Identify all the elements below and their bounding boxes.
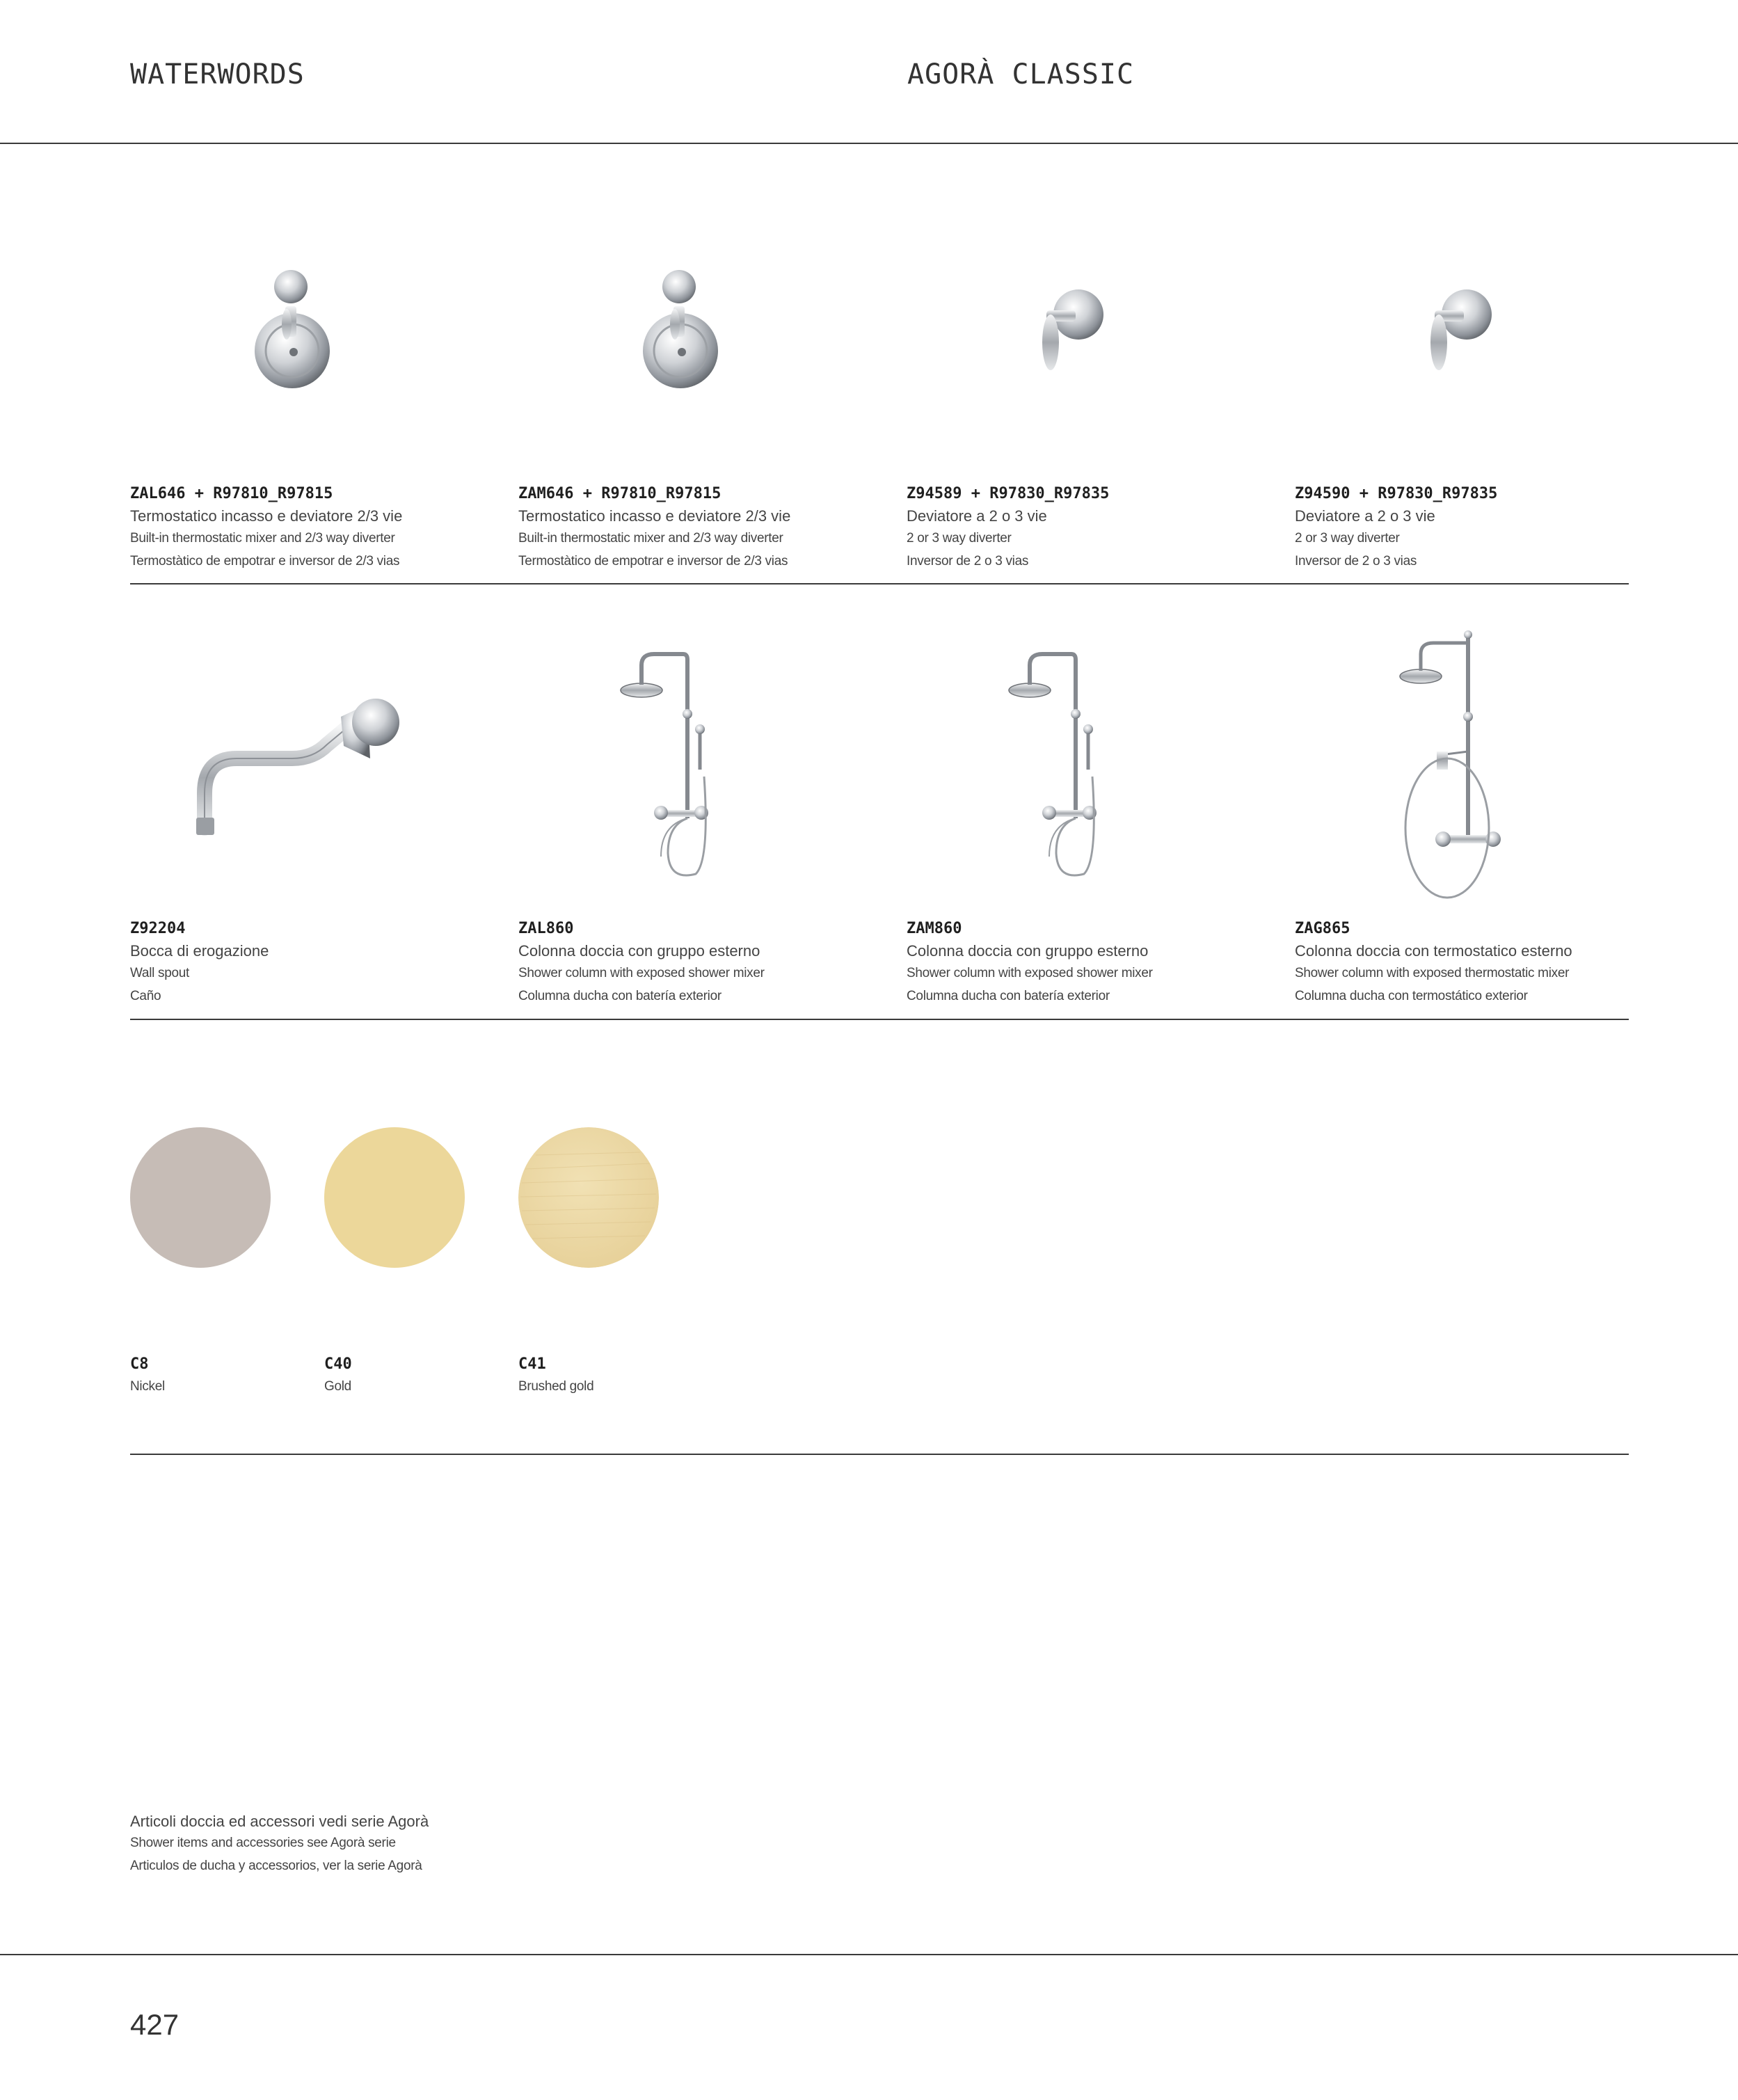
product-desc-en: Wall spout xyxy=(130,966,189,980)
product-desc-it: Bocca di erogazione xyxy=(130,942,269,960)
product-desc-es: Termostàtico de empotrar e inversor de 2/3 vias xyxy=(130,554,400,568)
footnote-it: Articoli doccia ed accessori vedi serie Agorà xyxy=(130,1813,429,1830)
product-desc-en: Shower column with exposed thermostatic mixer xyxy=(1295,966,1570,980)
product-desc-en: Shower column with exposed shower mixer xyxy=(907,966,1153,980)
diverter-icon xyxy=(1419,285,1496,383)
shower-column-icon xyxy=(1007,651,1119,881)
product-desc-es: Caño xyxy=(130,989,161,1003)
product-code: Z94589 + R97830_R97835 xyxy=(907,485,1110,502)
product-code: ZAM860 xyxy=(907,920,962,937)
product-desc-it: Deviatore a 2 o 3 vie xyxy=(907,507,1047,525)
product-code: ZAG865 xyxy=(1295,920,1350,937)
finish-code: C41 xyxy=(518,1355,546,1373)
finish-code: C8 xyxy=(130,1355,149,1373)
finish-swatch-nickel xyxy=(130,1127,271,1268)
product-desc-en: 2 or 3 way diverter xyxy=(1295,531,1400,546)
footer-divider xyxy=(0,1954,1738,1955)
diverter-icon xyxy=(1031,285,1108,383)
product-desc-es: Columna ducha con termostático exterior xyxy=(1295,989,1528,1003)
product-desc-en: Built-in thermostatic mixer and 2/3 way diverter xyxy=(518,531,783,546)
collection-name: AGORÀ CLASSIC xyxy=(907,58,1135,90)
product-desc-it: Termostatico incasso e deviatore 2/3 vie xyxy=(518,507,791,525)
product-desc-it: Colonna doccia con gruppo esterno xyxy=(907,942,1149,960)
wall-spout-icon xyxy=(188,689,404,842)
product-desc-it: Deviatore a 2 o 3 vie xyxy=(1295,507,1435,525)
product-desc-it: Colonna doccia con termostatico esterno xyxy=(1295,942,1572,960)
finish-name: Nickel xyxy=(130,1379,165,1394)
product-desc-en: 2 or 3 way diverter xyxy=(907,531,1012,546)
page-number: 427 xyxy=(130,2008,180,2041)
finish-swatch-gold xyxy=(324,1127,465,1268)
product-desc-es: Inversor de 2 o 3 vias xyxy=(1295,554,1417,568)
row-divider xyxy=(130,1019,1629,1020)
brand-name: WATERWORDS xyxy=(130,58,305,90)
finish-swatch-brushed-gold xyxy=(518,1127,659,1268)
thermostatic-shower-column-icon xyxy=(1398,626,1510,905)
product-code: ZAM646 + R97810_R97815 xyxy=(518,485,721,502)
thermostatic-mixer-diverter-icon xyxy=(639,263,722,402)
product-desc-it: Colonna doccia con gruppo esterno xyxy=(518,942,760,960)
finish-code: C40 xyxy=(324,1355,352,1373)
finish-name: Gold xyxy=(324,1379,351,1394)
product-code: ZAL860 xyxy=(518,920,574,937)
product-desc-it: Termostatico incasso e deviatore 2/3 vie xyxy=(130,507,403,525)
product-code: Z92204 xyxy=(130,920,186,937)
product-desc-es: Columna ducha con batería exterior xyxy=(907,989,1110,1003)
product-desc-es: Inversor de 2 o 3 vias xyxy=(907,554,1029,568)
product-code: ZAL646 + R97810_R97815 xyxy=(130,485,333,502)
header-divider xyxy=(0,143,1738,144)
footnote-en: Shower items and accessories see Agorà serie xyxy=(130,1836,396,1850)
product-desc-es: Columna ducha con batería exterior xyxy=(518,989,721,1003)
product-desc-es: Termostàtico de empotrar e inversor de 2/3 vias xyxy=(518,554,788,568)
product-desc-en: Built-in thermostatic mixer and 2/3 way diverter xyxy=(130,531,395,546)
shower-column-icon xyxy=(619,651,731,881)
thermostatic-mixer-diverter-icon xyxy=(250,263,334,402)
row-divider xyxy=(130,583,1629,584)
finish-name: Brushed gold xyxy=(518,1379,594,1394)
footnote-es: Articulos de ducha y accessorios, ver la serie Agorà xyxy=(130,1859,422,1873)
product-code: Z94590 + R97830_R97835 xyxy=(1295,485,1498,502)
section-divider xyxy=(130,1454,1629,1455)
product-desc-en: Shower column with exposed shower mixer xyxy=(518,966,765,980)
